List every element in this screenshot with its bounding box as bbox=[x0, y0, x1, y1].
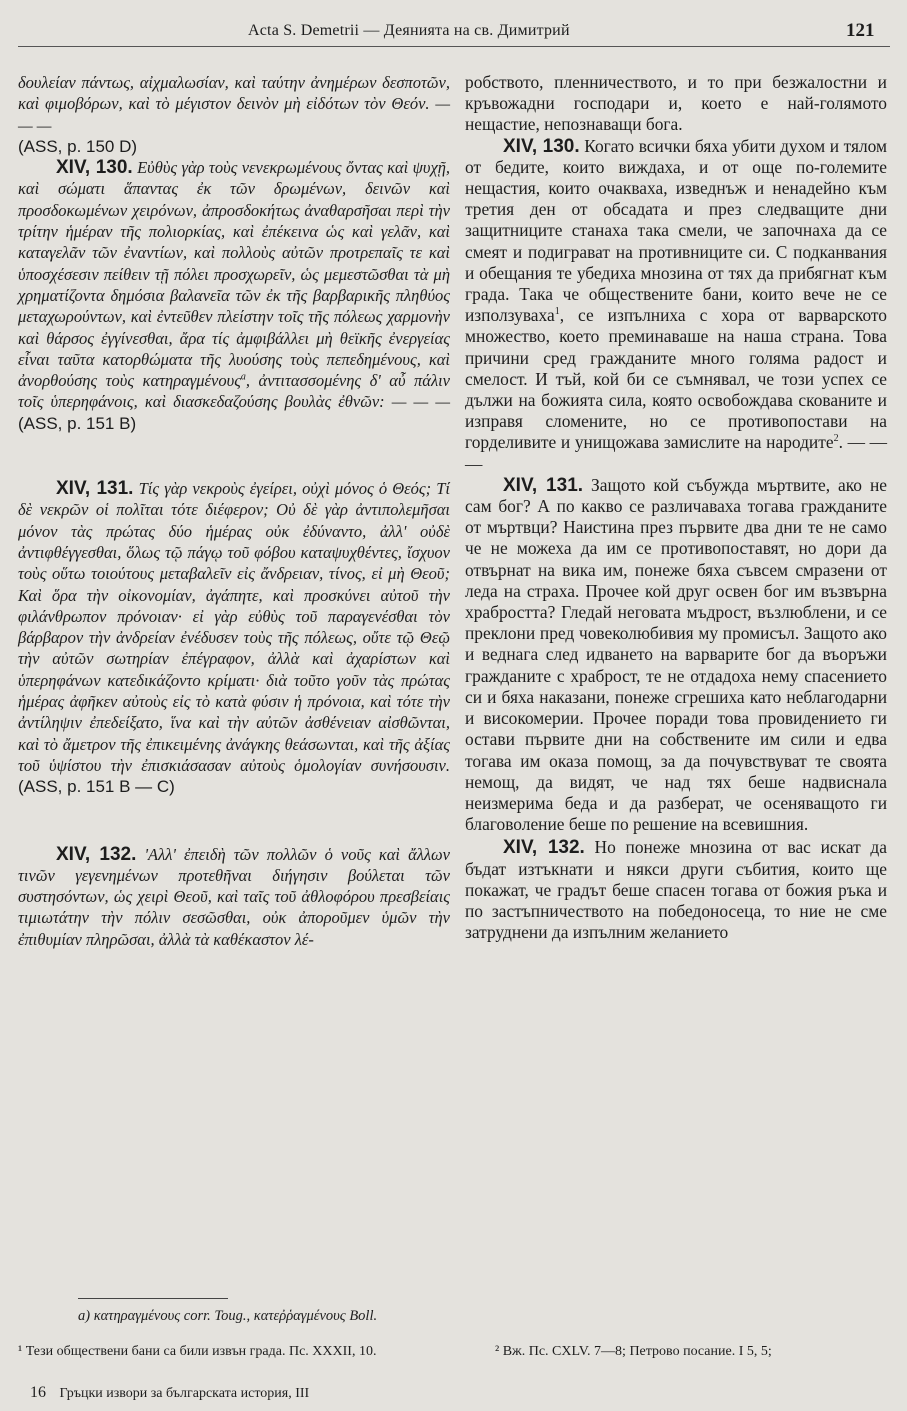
bulgarian-paragraph-132: XIV, 132. Но понеже мнозина от вас искат да бъдат изтъкнати и някси други събития, които ще покажат, че градът беше спасен тогава от божия ръка и по застъпничеството на победоносеца, то ние не сме затруднени да изпълним желанието bbox=[465, 837, 887, 943]
page-number: 121 bbox=[846, 20, 875, 41]
source-reference: (ASS, p. 151 B) bbox=[18, 413, 137, 433]
bulgarian-column bbox=[465, 72, 887, 943]
section-number: XIV, 131. bbox=[503, 474, 584, 496]
section-number: XIV, 132. bbox=[503, 837, 585, 859]
footnote-mark: 1 bbox=[554, 306, 560, 318]
greek-paragraph-131: XIV, 131. Τίς γὰρ νεκροὺς ἐγείρει, οὐχὶ μόνος ὁ Θεός; Τί δὲ νεκρῶν οἱ πολῖται τότε διέφερον; Οὐ δὲ γὰρ ἀντιπολεμῆσαι μόνον τὰς πρώτας δύο ἡμέρας οὐκ ἐδύναντο, ἀλλ' οὐδὲ ἀντιφθέγγεσθαι, ὅλως τῷ πάγῳ τοῦ φόβου καταψυχθέντες, ἴσχυον τοὺς οὕτω τοιούτους μεταβαλεῖν εἰς ἄνδρειαν, τίνος, εἰ μὴ Θεοῦ; Καὶ ὅρα τὴν οἰκονομίαν, ἀγάπητε, καὶ προσκύνει αὐτοῦ τὴν φιλάνθρωπον πρόνοιαν· εἰ γὰρ εὐθὺς τοῦ παραγενέσθαι τὸν βάρβαρον τὴν ἀνδρείαν ἐνέδυσεν τοὺς τῆς πόλεως, οὔτε τῷ Θεῷ τὴν αὐτῶν σωτηρίαν ἐπέγραφον, ἀλλὰ καὶ ἀχαρίστων καὶ ὑπερηφάνων κατεδικάζοντο κρίματι· διὰ τοῦτο γοῦν τὰς πρώτας ἡμέρας ἀφῆκεν αὐτοὺς εἰς τὸ κατὰ φύσιν ἡ πρόνοια, καὶ τότε τὴν ἀντίληψιν ἐπεδείξατο, ἵνα καὶ τὴν αὐτῶν ἀσθένειαν αἰσθῶνται, καὶ τὸ ἄμετρον τῆς ἐπικειμένης ἀνάγκης θεάσωνται, καὶ τῆς ἀξίας τοῦ ὑψίστου τὴν ἐπισκιάσασαν αὐτοὺς ὁμολογίαν συνήσουσιν. (ASS, p. 151 B — C) bbox=[18, 478, 451, 797]
critical-note-mark: a bbox=[240, 371, 246, 383]
footnote-1: ¹ Тези обществени бани са били извън града. Пс. XXXII, 10. bbox=[18, 1344, 377, 1359]
footnote-2: ² Вж. Пс. CXLV. 7—8; Петрово посание. I 5, 5; bbox=[495, 1344, 772, 1359]
section-number: XIV, 130. bbox=[56, 157, 133, 179]
source-reference: (ASS, p. 150 D) bbox=[18, 136, 138, 156]
bulgarian-paragraph-130: XIV, 130. Когато всички бяха убити духом и тялом от бедите, които виждаха, и от още по-големите нещастия, които очакваха, изведнъж и ненадейно към третия ден от обсадата и през следващите дни защитниците станаха така смели, че започнаха да се смеят и подиграват на противниците си. С подканвания и обещания те убедиха мнозина от тях да прибягнат към града. Така че обществените бани, които вече не се използуваха$^1$, се изпълниха с хора от варварското множество, което преминаваше на наша страна. Това причини сред гражданите много голяма радост и смелост. И тъй, кой би се съмнявал, че този успех се дължи на божията сила, която освобождава скованите и изправя сломените, но се противопостави на горделивите и унищожава замислите на народите$^2$. — — — bbox=[465, 135, 887, 474]
section-number: XIV, 132. bbox=[56, 843, 137, 865]
printer-signature bbox=[30, 1384, 309, 1402]
footnote-mark: 2 bbox=[833, 433, 839, 445]
greek-column bbox=[18, 72, 450, 950]
greek-paragraph-130: XIV, 130. Εὐθὺς γὰρ τοὺς νενεκρωμένους ὄντας καὶ ψυχῇ, καὶ σώματι ἅπαντας ἐκ τῶν δρωμένων, δεινῶν καὶ προσδοκωμένων χειρόνων, ἀπροσδοκήτως ἀναθαρσῆσαι περὶ τὴν τρίτην ἡμέραν τῆς πολιορκίας, καὶ ἐπέκεινα ὡς καὶ γελᾶν, καὶ καταγελᾶν τῶν ἐναντίων, καὶ πολλοὺς αὐτῶν προτρεπαῖς τε καὶ ὑποσχέσεσιν πείθειν τῇ πόλει προσχωρεῖν, ὡς μεμεστῶσθαι τὰ μὴ χρηματίζοντα δημόσια βαλανεῖα τῶν ἐκ τῆς βαρβαρικῆς πληθύος μεταχωρούντων, καὶ ἐντεῦθεν πλείστην τοῖς τῆς πόλεως χαρμονὴν καὶ θάρσος ἐγγίνεσθαι, ἄρα τίς ἀμφιβάλλει μὴ θεϊκῆς ἐνεργείας εἶναι ταῦτα κατορθώματα τῆς λυούσης τοὺς πεπεδημένους, καὶ ἀνορθούσης τοὺς κατηραγμένους$^a$, ἀντιτασσομένης δ' αὖ πάλιν τοῖς ὑπερηφάνοις, καὶ διασκεδαζούσης βουλὰς ἐθνῶν: — — — (ASS, p. 151 B) bbox=[18, 157, 451, 433]
header-rule bbox=[18, 46, 890, 47]
greek-paragraph-intro: δουλείαν πάντως, αἰχμαλωσίαν, καὶ ταύτην ἀνημέρων δεσποτῶν, καὶ φιμοβόρων, καὶ τὸ μέγιστον δεινὸν μὴ εἰδότων τὸν Θεόν. — — — (ASS, p. 150 D) bbox=[18, 73, 450, 156]
signature-title: Гръцки извори за българската история, III bbox=[59, 1386, 310, 1401]
section-number: XIV, 130. bbox=[503, 135, 580, 157]
footnote-rule bbox=[78, 1298, 228, 1299]
running-title: Acta S. Demetrii — Деянията на св. Димитрий bbox=[248, 22, 570, 39]
signature-number: 16 bbox=[30, 1384, 46, 1401]
greek-paragraph-132: XIV, 132. 'Αλλ' ἐπειδὴ τῶν πολλῶν ὁ νοῦς καὶ ἄλλων τινῶν γεγενημένων προτεθῆναι διήγησιν βούλεται τῶν συστησόντων, ὡς χειρὶ Θεοῦ, καὶ ταῖς τοῦ ἀθλοφόρου πρεσβείαις τιμιωτάτην τὴν πόλιν σεσῶσθαι, οὐκ ἀποροῦμεν ὑμῶν τὴν ἐπιθυμίαν πληρῶσαι, ἀλλὰ τὰ καθέκαστον λέ- bbox=[18, 843, 451, 949]
bulgarian-paragraph-intro: робството, пленничеството, и то при безжалостни и кръвожадни господари и, което е най-голямото нещастие, непознаващи бога. bbox=[465, 72, 887, 135]
source-reference: (ASS, p. 151 B — C) bbox=[18, 777, 175, 797]
section-number: XIV, 131. bbox=[56, 478, 134, 500]
page-header bbox=[0, 22, 907, 46]
critical-apparatus-note: a) κατηραγμένους corr. Toug., κατεῤῥαγμένους Boll. bbox=[78, 1308, 378, 1324]
bulgarian-paragraph-131: XIV, 131. Защото кой събужда мъртвите, ако не сам бог? А по какво се различаваха тогава гражданите от мъртвци? Наистина през първите два дни те не само че не можеха да им се противопоставят, но дори да отвърнат на вика им, понеже бяха съвсем смразени от леда на страха. Прочее кой друг освен бог им възвърна храбростта? Гледай неговата мъдрост, възлюблени, и се преклони пред човеколюбивия му промисъл. Защото ако и веднага след идването на варварите бог да въоръжи гражданите с храброст, те не отдадоха нему спасението си и бяха наказани, понеже сгрешиха като неблагодарни и високомерии. Прочее поради това провидението ги остави първите дни на собствените им сили и едва тогава им оказа помощ, за да почувствуват те своята немощ, да видят, че над тях беше надвиснала неизмерима беда и да разберат, че осеняващото ги благоволение беше по решение на всевишния. bbox=[465, 474, 888, 835]
